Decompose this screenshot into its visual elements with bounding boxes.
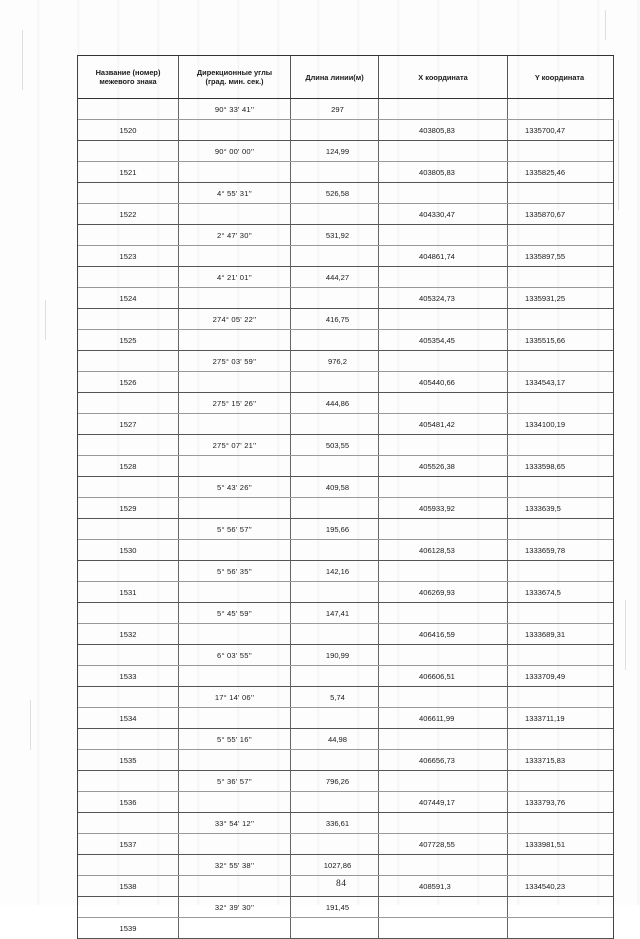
- segment-row: [78, 309, 613, 330]
- length-cell-empty: [291, 750, 379, 770]
- angle-cell: 275° 15' 26'': [179, 393, 291, 413]
- scan-artifact: [45, 300, 46, 340]
- y-coordinate-cell: 1334100,19: [525, 419, 566, 429]
- length-cell: 796,26: [291, 771, 379, 791]
- length-cell: 531,92: [291, 225, 379, 245]
- x-coordinate-cell: 407728,55: [379, 834, 508, 854]
- y-cell-empty: [508, 99, 611, 119]
- length-cell: 147,41: [291, 603, 379, 623]
- scan-artifact: [618, 120, 619, 210]
- length-cell: 444,27: [291, 267, 379, 287]
- segment-row: [78, 645, 613, 666]
- scan-artifact: [30, 700, 31, 750]
- scan-artifact: [625, 600, 626, 670]
- y-coordinate-cell: 1335897,55: [525, 251, 566, 261]
- x-coordinate-cell: 405354,45: [379, 330, 508, 350]
- x-cell-empty: [379, 351, 508, 371]
- x-cell-empty: [379, 141, 508, 161]
- angle-cell: 17° 14' 06'': [179, 687, 291, 707]
- angle-cell: 275° 07' 21'': [179, 435, 291, 455]
- segment-row: [78, 855, 613, 876]
- point-row: [78, 666, 613, 687]
- name-cell-empty: [78, 687, 179, 707]
- x-coordinate-cell: 405933,92: [379, 498, 508, 518]
- y-cell-empty: [508, 435, 611, 455]
- point-name-cell: 1538: [78, 876, 179, 896]
- name-cell-empty: [78, 309, 179, 329]
- point-row: [78, 246, 613, 267]
- segment-row: [78, 477, 613, 498]
- angle-cell: 5° 56' 57'': [179, 519, 291, 539]
- segment-row: [78, 729, 613, 750]
- angle-cell: 4° 21' 01'': [179, 267, 291, 287]
- length-cell-empty: [291, 792, 379, 812]
- x-coordinate-cell: 404861,74: [379, 246, 508, 266]
- y-cell-empty: [508, 309, 611, 329]
- point-name-cell: 1525: [78, 330, 179, 350]
- x-coordinate-cell: 403805,83: [379, 162, 508, 182]
- segment-row: [78, 771, 613, 792]
- segment-row: [78, 267, 613, 288]
- x-cell-empty: [379, 225, 508, 245]
- length-cell-empty: [291, 162, 379, 182]
- x-cell-empty: [379, 267, 508, 287]
- x-coordinate-cell: 407449,17: [379, 792, 508, 812]
- angle-cell: 5° 56' 35'': [179, 561, 291, 581]
- point-row: [78, 414, 613, 435]
- boundary-coordinates-table: [77, 55, 614, 939]
- angle-cell: 5° 43' 26'': [179, 477, 291, 497]
- x-coordinate-cell: [379, 918, 508, 938]
- point-row: [78, 624, 613, 645]
- length-cell-empty: [291, 918, 379, 938]
- segment-row: [78, 603, 613, 624]
- x-cell-empty: [379, 729, 508, 749]
- name-cell-empty: [78, 855, 179, 875]
- angle-cell-empty: [179, 162, 291, 182]
- point-row: [78, 498, 613, 519]
- length-cell-empty: [291, 204, 379, 224]
- angle-cell: 275° 03' 59'': [179, 351, 291, 371]
- length-cell-empty: [291, 414, 379, 434]
- length-cell: 44,98: [291, 729, 379, 749]
- x-cell-empty: [379, 99, 508, 119]
- angle-cell-empty: [179, 540, 291, 560]
- length-cell-empty: [291, 582, 379, 602]
- name-cell-empty: [78, 645, 179, 665]
- x-cell-empty: [379, 477, 508, 497]
- x-coordinate-cell: 404330,47: [379, 204, 508, 224]
- page-number: 84: [336, 879, 347, 889]
- angle-cell-empty: [179, 288, 291, 308]
- angle-cell-empty: [179, 246, 291, 266]
- point-name-cell: 1535: [78, 750, 179, 770]
- point-row: [78, 582, 613, 603]
- scan-artifact: [605, 10, 606, 40]
- y-cell-empty: [508, 351, 611, 371]
- point-name-cell: 1524: [78, 288, 179, 308]
- angle-cell: 90° 33' 41'': [179, 99, 291, 119]
- y-cell-empty: [508, 519, 611, 539]
- angle-cell-empty: [179, 750, 291, 770]
- angle-cell-empty: [179, 498, 291, 518]
- segment-row: [78, 435, 613, 456]
- y-coordinate-cell: 1335515,66: [525, 335, 566, 345]
- angle-cell: 33° 54' 12'': [179, 813, 291, 833]
- y-cell-empty: [508, 687, 611, 707]
- point-row: [78, 834, 613, 855]
- point-row: [78, 162, 613, 183]
- segment-row: [78, 351, 613, 372]
- table-body: [78, 99, 613, 939]
- length-cell: 444,86: [291, 393, 379, 413]
- y-cell-empty: [508, 141, 611, 161]
- name-cell-empty: [78, 477, 179, 497]
- x-coordinate-cell: 406416,59: [379, 624, 508, 644]
- x-coordinate-cell: 405440,66: [379, 372, 508, 392]
- y-coordinate-cell: 1333639,5: [525, 503, 561, 513]
- length-cell: 409,58: [291, 477, 379, 497]
- header-y: Y координата: [534, 72, 585, 82]
- x-cell-empty: [379, 603, 508, 623]
- x-coordinate-cell: 403805,83: [379, 120, 508, 140]
- x-coordinate-cell: 405526,38: [379, 456, 508, 476]
- name-cell-empty: [78, 267, 179, 287]
- point-name-cell: 1530: [78, 540, 179, 560]
- angle-cell-empty: [179, 624, 291, 644]
- point-name-cell: 1522: [78, 204, 179, 224]
- point-name-cell: 1526: [78, 372, 179, 392]
- name-cell-empty: [78, 351, 179, 371]
- point-name-cell: 1532: [78, 624, 179, 644]
- point-name-cell: 1521: [78, 162, 179, 182]
- length-cell-empty: [291, 456, 379, 476]
- y-coordinate-cell: 1335700,47: [525, 125, 566, 135]
- point-name-cell: 1533: [78, 666, 179, 686]
- point-name-cell: 1537: [78, 834, 179, 854]
- length-cell: 195,66: [291, 519, 379, 539]
- length-cell: 1027,86: [291, 855, 379, 875]
- segment-row: [78, 561, 613, 582]
- point-name-cell: 1528: [78, 456, 179, 476]
- y-coordinate-cell: 1335931,25: [525, 293, 566, 303]
- angle-cell-empty: [179, 330, 291, 350]
- name-cell-empty: [78, 561, 179, 581]
- y-coordinate-cell: 1333793,76: [525, 797, 566, 807]
- length-cell-empty: [291, 876, 379, 896]
- angle-cell-empty: [179, 582, 291, 602]
- x-coordinate-cell: 406656,73: [379, 750, 508, 770]
- name-cell-empty: [78, 519, 179, 539]
- point-name-cell: 1520: [78, 120, 179, 140]
- length-cell: 526,58: [291, 183, 379, 203]
- y-cell-empty: [508, 267, 611, 287]
- name-cell-empty: [78, 603, 179, 623]
- y-cell-empty: [508, 855, 611, 875]
- angle-cell-empty: [179, 834, 291, 854]
- point-name-cell: 1527: [78, 414, 179, 434]
- angle-cell: 32° 39' 30'': [179, 897, 291, 917]
- angle-cell-empty: [179, 792, 291, 812]
- angle-cell-empty: [179, 876, 291, 896]
- point-name-cell: 1536: [78, 792, 179, 812]
- length-cell-empty: [291, 708, 379, 728]
- length-cell-empty: [291, 288, 379, 308]
- x-cell-empty: [379, 855, 508, 875]
- x-cell-empty: [379, 687, 508, 707]
- x-cell-empty: [379, 309, 508, 329]
- length-cell: 976,2: [291, 351, 379, 371]
- length-cell: 124,99: [291, 141, 379, 161]
- angle-cell: 4° 55' 31'': [179, 183, 291, 203]
- table-header: [78, 56, 613, 99]
- length-cell: 503,55: [291, 435, 379, 455]
- point-name-cell: 1539: [78, 918, 179, 938]
- y-cell-empty: [508, 813, 611, 833]
- length-cell-empty: [291, 540, 379, 560]
- segment-row: [78, 99, 613, 120]
- length-cell: 5,74: [291, 687, 379, 707]
- name-cell-empty: [78, 435, 179, 455]
- segment-row: [78, 141, 613, 162]
- y-coordinate-cell: 1335870,67: [525, 209, 566, 219]
- length-cell-empty: [291, 120, 379, 140]
- point-row: [78, 456, 613, 477]
- segment-row: [78, 519, 613, 540]
- angle-cell: 5° 55' 16'': [179, 729, 291, 749]
- x-cell-empty: [379, 183, 508, 203]
- name-cell-empty: [78, 729, 179, 749]
- y-coordinate-cell: 1333711,19: [525, 713, 565, 723]
- y-cell-empty: [508, 897, 611, 917]
- point-row: [78, 330, 613, 351]
- y-coordinate-cell: [508, 918, 611, 938]
- point-row: [78, 204, 613, 225]
- name-cell-empty: [78, 225, 179, 245]
- length-cell-empty: [291, 372, 379, 392]
- y-coordinate-cell: 1333674,5: [525, 587, 561, 597]
- name-cell-empty: [78, 393, 179, 413]
- segment-row: [78, 393, 613, 414]
- y-coordinate-cell: 1333709,49: [525, 671, 566, 681]
- name-cell-empty: [78, 141, 179, 161]
- y-coordinate-cell: 1334540,23: [525, 881, 566, 891]
- segment-row: [78, 813, 613, 834]
- angle-cell: 6° 03' 55'': [179, 645, 291, 665]
- point-name-cell: 1529: [78, 498, 179, 518]
- angle-cell-empty: [179, 414, 291, 434]
- y-cell-empty: [508, 393, 611, 413]
- y-coordinate-cell: 1334543,17: [525, 377, 566, 387]
- angle-cell: 90° 00' 00'': [179, 141, 291, 161]
- angle-cell: 2° 47' 30'': [179, 225, 291, 245]
- x-cell-empty: [379, 435, 508, 455]
- header-name: Название (номер) межевого знака: [78, 56, 179, 98]
- x-cell-empty: [379, 771, 508, 791]
- y-cell-empty: [508, 645, 611, 665]
- scan-artifact: [22, 30, 23, 90]
- x-cell-empty: [379, 813, 508, 833]
- y-coordinate-cell: 1333659,78: [525, 545, 566, 555]
- length-cell-empty: [291, 330, 379, 350]
- name-cell-empty: [78, 99, 179, 119]
- angle-cell: 32° 55' 38'': [179, 855, 291, 875]
- segment-row: [78, 687, 613, 708]
- segment-row: [78, 183, 613, 204]
- x-coordinate-cell: 406611,99: [379, 708, 508, 728]
- name-cell-empty: [78, 813, 179, 833]
- length-cell-empty: [291, 666, 379, 686]
- angle-cell: 274° 05' 22'': [179, 309, 291, 329]
- x-cell-empty: [379, 645, 508, 665]
- x-cell-empty: [379, 897, 508, 917]
- header-angle: Дирекционные углы (град. мин. сек.): [179, 56, 291, 98]
- angle-cell-empty: [179, 204, 291, 224]
- length-cell: 191,45: [291, 897, 379, 917]
- length-cell-empty: [291, 624, 379, 644]
- segment-row: [78, 225, 613, 246]
- length-cell-empty: [291, 246, 379, 266]
- x-coordinate-cell: 405481,42: [379, 414, 508, 434]
- y-cell-empty: [508, 603, 611, 623]
- y-cell-empty: [508, 561, 611, 581]
- point-name-cell: 1531: [78, 582, 179, 602]
- angle-cell-empty: [179, 666, 291, 686]
- point-name-cell: 1534: [78, 708, 179, 728]
- angle-cell: 5° 36' 57'': [179, 771, 291, 791]
- y-coordinate-cell: 1333715,83: [525, 755, 566, 765]
- point-row: [78, 288, 613, 309]
- y-coordinate-cell: 1333598,65: [525, 461, 566, 471]
- length-cell: 142,16: [291, 561, 379, 581]
- y-coordinate-cell: 1333981,51: [525, 839, 566, 849]
- angle-cell-empty: [179, 456, 291, 476]
- length-cell: 336,61: [291, 813, 379, 833]
- y-cell-empty: [508, 183, 611, 203]
- x-cell-empty: [379, 561, 508, 581]
- angle-cell: 5° 45' 59'': [179, 603, 291, 623]
- point-row: [78, 750, 613, 771]
- point-row: [78, 372, 613, 393]
- x-coordinate-cell: 406128,53: [379, 540, 508, 560]
- angle-cell-empty: [179, 120, 291, 140]
- point-row: [78, 540, 613, 561]
- segment-row: [78, 897, 613, 918]
- length-cell: 416,75: [291, 309, 379, 329]
- y-coordinate-cell: 1335825,46: [525, 167, 566, 177]
- y-coordinate-cell: 1333689,31: [525, 629, 566, 639]
- point-row: [78, 708, 613, 729]
- point-name-cell: 1523: [78, 246, 179, 266]
- length-cell-empty: [291, 498, 379, 518]
- name-cell-empty: [78, 183, 179, 203]
- point-row: [78, 120, 613, 141]
- angle-cell-empty: [179, 918, 291, 938]
- x-coordinate-cell: 406606,51: [379, 666, 508, 686]
- length-cell-empty: [291, 834, 379, 854]
- y-cell-empty: [508, 225, 611, 245]
- angle-cell-empty: [179, 708, 291, 728]
- y-cell-empty: [508, 729, 611, 749]
- name-cell-empty: [78, 897, 179, 917]
- x-coordinate-cell: 406269,93: [379, 582, 508, 602]
- header-length: Длина линии(м): [291, 56, 379, 98]
- y-cell-empty: [508, 477, 611, 497]
- x-coordinate-cell: 405324,73: [379, 288, 508, 308]
- angle-cell-empty: [179, 372, 291, 392]
- x-coordinate-cell: 408591,3: [379, 876, 508, 896]
- header-x: X координата: [379, 56, 508, 98]
- point-row: [78, 792, 613, 813]
- point-row: [78, 918, 613, 939]
- y-cell-empty: [508, 771, 611, 791]
- x-cell-empty: [379, 519, 508, 539]
- name-cell-empty: [78, 771, 179, 791]
- length-cell: 297: [291, 99, 379, 119]
- x-cell-empty: [379, 393, 508, 413]
- length-cell: 190,99: [291, 645, 379, 665]
